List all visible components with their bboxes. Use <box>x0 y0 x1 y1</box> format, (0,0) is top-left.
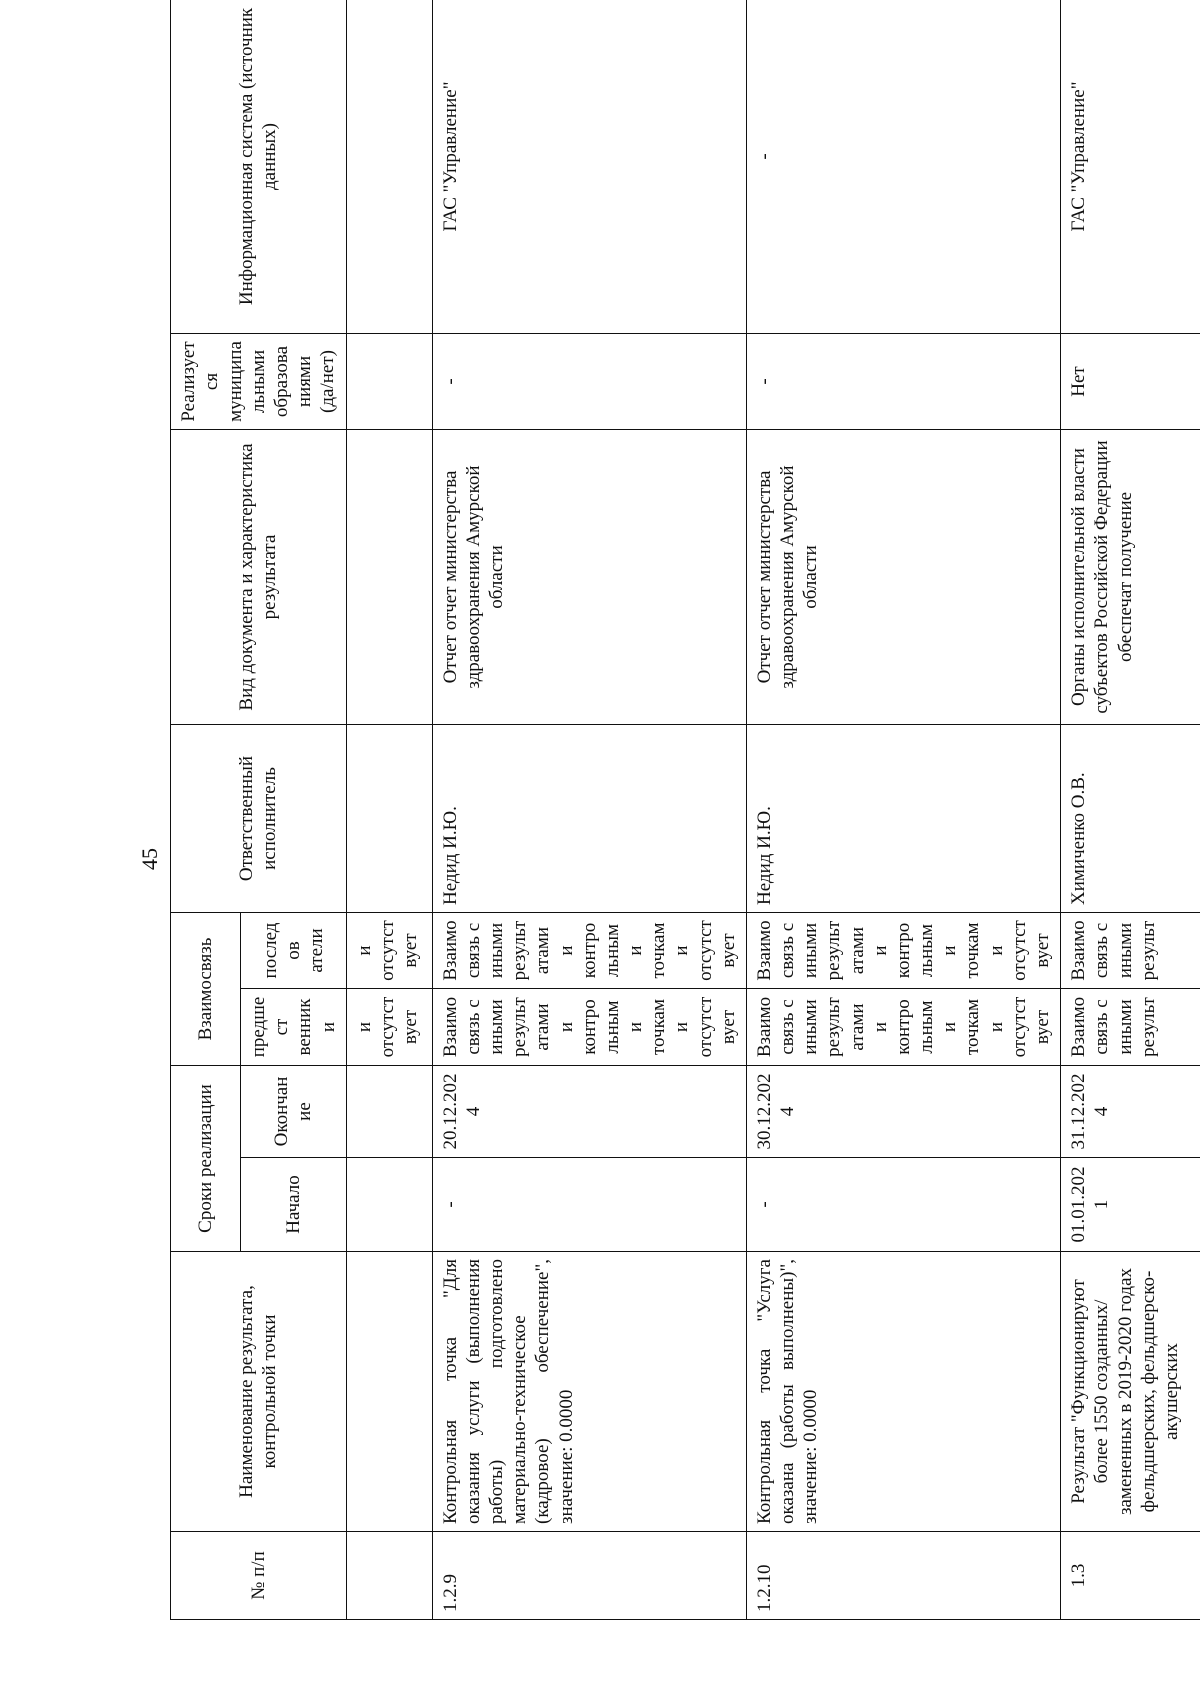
cell-municipal: - <box>432 334 746 430</box>
cell-municipal <box>346 334 432 430</box>
cell-doc: Отчет отчет министерства здравоохранения Амурской области <box>432 430 746 725</box>
cell-doc <box>346 430 432 725</box>
cell-municipal: - <box>746 334 1060 430</box>
cell-num: 1.2.10 <box>746 1532 1060 1620</box>
cell-end: 20.12.2024 <box>432 1066 746 1158</box>
cell-name <box>346 1252 432 1532</box>
cell-responsible <box>346 725 432 913</box>
cell-system: - <box>746 0 1060 334</box>
table-row <box>1061 0 1200 1620</box>
table-row <box>346 0 432 1620</box>
cell-responsible: Недид И.Ю. <box>746 725 1060 913</box>
header-doc: Вид документа и характеристика результата <box>171 430 347 725</box>
cell-successors: Взаимосвязь с иными результ <box>1061 913 1200 989</box>
cell-system <box>346 0 432 334</box>
cell-num <box>346 1532 432 1620</box>
cell-start: - <box>432 1158 746 1252</box>
results-table <box>170 0 1200 1620</box>
cell-successors: и отсутст вует <box>346 913 432 989</box>
header-end: Окончание <box>241 1066 347 1158</box>
header-predecessors: предшест венники <box>241 989 347 1066</box>
header-num: № п/п <box>171 1532 347 1620</box>
cell-num: 1.2.9 <box>432 1532 746 1620</box>
cell-system: ГАС "Управление" <box>1061 0 1200 334</box>
table-row <box>432 0 746 1620</box>
cell-num: 1.3 <box>1061 1532 1200 1620</box>
header-name: Наименование результата, контрольной точки <box>171 1252 347 1532</box>
header-start: Начало <box>241 1158 347 1252</box>
cell-successors: Взаимосвязь с иными результатами и контрольными точками отсутствует <box>432 913 746 989</box>
table-row <box>746 0 1060 1620</box>
cell-predecessors: Взаимосвязь с иными результатами и контрольными точками отсутствует <box>432 989 746 1066</box>
cell-municipal: Нет <box>1061 334 1200 430</box>
header-municipal: Реализуется муниципальными образованиями (да/нет) <box>171 334 347 430</box>
cell-start: 01.01.2021 <box>1061 1158 1200 1252</box>
header-relation: Взаимосвязь <box>171 913 241 1066</box>
cell-system: ГАС "Управление" <box>432 0 746 334</box>
cell-start <box>346 1158 432 1252</box>
cell-predecessors: и отсутст вует <box>346 989 432 1066</box>
cell-predecessors: Взаимосвязь с иными результ <box>1061 989 1200 1066</box>
header-responsible: Ответственный исполнитель <box>171 725 347 913</box>
rotated-table-container <box>170 7 1182 1620</box>
header-terms: Сроки реализации <box>171 1066 241 1252</box>
header-system: Информационная система (источник данных) <box>171 0 347 334</box>
cell-responsible: Химиченко О.В. <box>1061 725 1200 913</box>
cell-name: Контрольная точка "Для оказания услуги (выполнения работы) подготовлено материально-техническое (кадровое) обеспечение", значение: 0.0000 <box>432 1252 746 1532</box>
header-row-main <box>171 0 241 1620</box>
cell-predecessors: Взаимосвязь с иными результатами и контрольными точками отсутствует <box>746 989 1060 1066</box>
cell-name: Результат "Функционируют более 1550 созданных/замененных в 2019-2020 годах фельдшерских, фельдшерско-акушерских <box>1061 1252 1200 1532</box>
cell-name: Контрольная точка "Услуга оказана (работы выполнены)", значение: 0.0000 <box>746 1252 1060 1532</box>
cell-doc: Органы исполнительной власти субъектов Российской Федерации обеспечат получение <box>1061 430 1200 725</box>
cell-start: - <box>746 1158 1060 1252</box>
cell-end: 31.12.2024 <box>1061 1066 1200 1158</box>
cell-responsible: Недид И.Ю. <box>432 725 746 913</box>
page-number: 45 <box>137 848 162 870</box>
cell-doc: Отчет отчет министерства здравоохранения Амурской области <box>746 430 1060 725</box>
cell-end <box>346 1066 432 1158</box>
cell-end: 30.12.2024 <box>746 1066 1060 1158</box>
cell-successors: Взаимосвязь с иными результатами и контрольными точками отсутствует <box>746 913 1060 989</box>
header-successors: последов атели <box>241 913 347 989</box>
